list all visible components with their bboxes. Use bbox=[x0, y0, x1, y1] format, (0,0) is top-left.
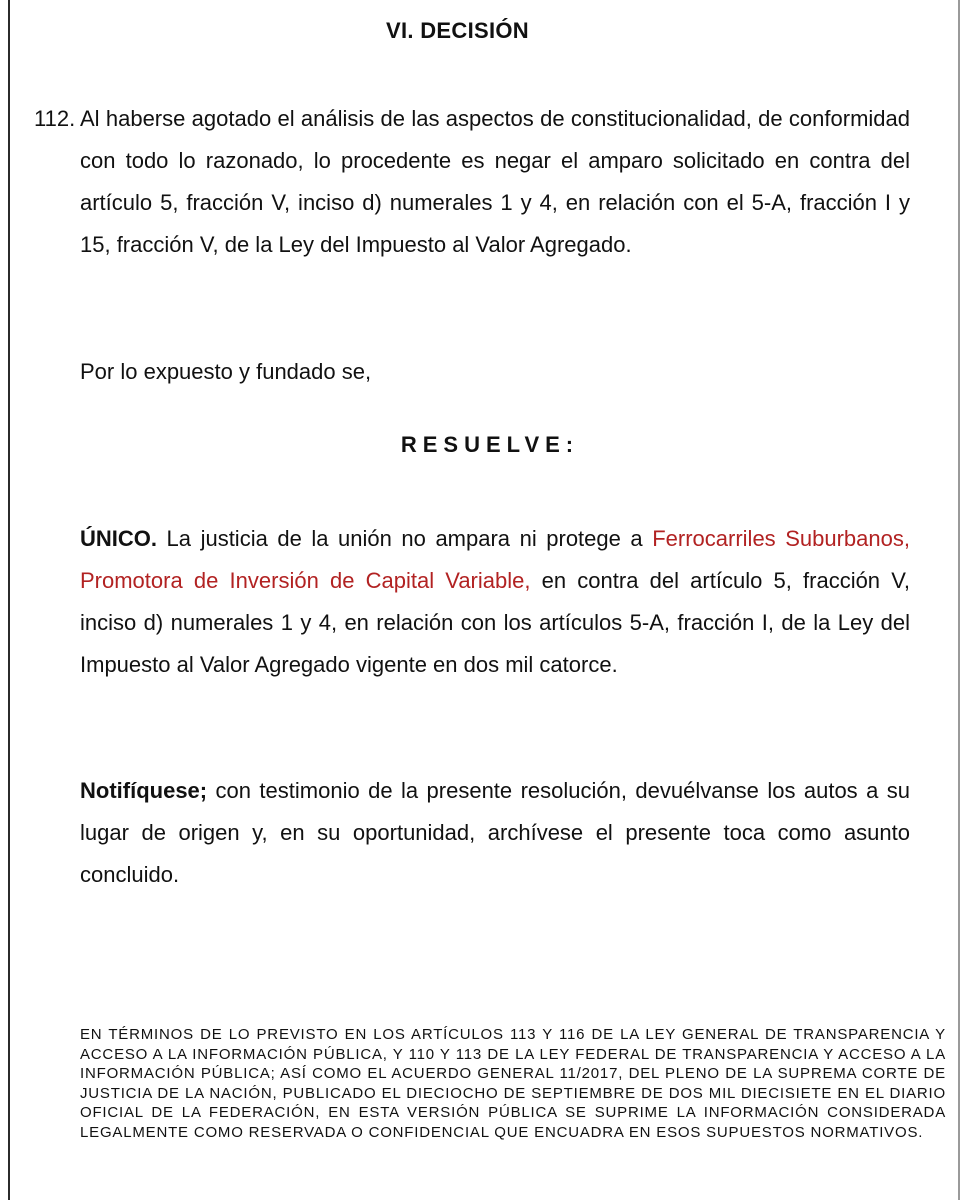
notification-paragraph bbox=[80, 770, 910, 896]
paragraph-112-text: Al haberse agotado el análisis de las aspectos de constitucionalidad, de conformidad con todo lo razonado, lo procedente es negar el amparo solicitado en contra del artículo 5, fracción V, inciso d) numerales 1 y 4, en relación con el 5-A, fracción I y 15, fracción V, de la Ley del Impuesto al Valor Agregado. bbox=[80, 106, 910, 257]
intro-text: Por lo expuesto y fundado se, bbox=[80, 359, 372, 384]
section-heading: VI. DECISIÓN bbox=[386, 18, 529, 43]
unico-paragraph bbox=[80, 518, 910, 686]
page-left-edge bbox=[8, 0, 10, 1200]
party-name: Ferrocarriles Suburbanos, Promotora de Inversión de Capital Variable, bbox=[80, 526, 910, 593]
resolutive-heading: RESUELVE: bbox=[400, 432, 580, 457]
unico-text-before: La justicia de la unión no ampara ni protege a bbox=[157, 526, 653, 551]
unico-text-after: en contra del artículo 5, fracción V, inciso d) numerales 1 y 4, en relación con los artículos 5-A, fracción I, de la Ley del Impuesto al Valor Agregado vigente en dos mil catorce. bbox=[80, 568, 910, 677]
notification-label: Notifíquese; bbox=[80, 778, 208, 803]
transparency-footnote: EN TÉRMINOS DE LO PREVISTO EN LOS ARTÍCULOS 113 Y 116 DE LA LEY GENERAL DE TRANSPARENCIA Y ACCESO A LA INFORMACIÓN PÚBLICA, Y 110 Y 113 DE LA LEY FEDERAL DE TRANSPARENCIA Y ACCESO A LA INFORMACIÓN PÚBLICA; ASÍ COMO EL ACUERDO GENERAL 11/2017, DEL PLENO DE LA SUPREMA CORTE DE JUSTICIA DE LA NACIÓN, PUBLICADO EL DIECIOCHO DE SEPTIEMBRE DE DOS MIL DIECISIETE EN EL DIARIO OFICIAL DE LA FEDERACIÓN, EN ESTA VERSIÓN PÚBLICA SE SUPRIME LA INFORMACIÓN CONSIDERADA LEGALMENTE COMO RESERVADA O CONFIDENCIAL QUE ENCUADRA EN ESOS SUPUESTOS NORMATIVOS. bbox=[80, 1026, 946, 1141]
notification-text: con testimonio de la presente resolución, devuélvanse los autos a su lugar de origen y, en su oportunidad, archívese el presente toca como asunto concluido. bbox=[80, 778, 910, 887]
unico-label: ÚNICO. bbox=[80, 526, 157, 551]
paragraph-number: 112. bbox=[34, 106, 76, 131]
page-right-edge bbox=[958, 0, 960, 1200]
